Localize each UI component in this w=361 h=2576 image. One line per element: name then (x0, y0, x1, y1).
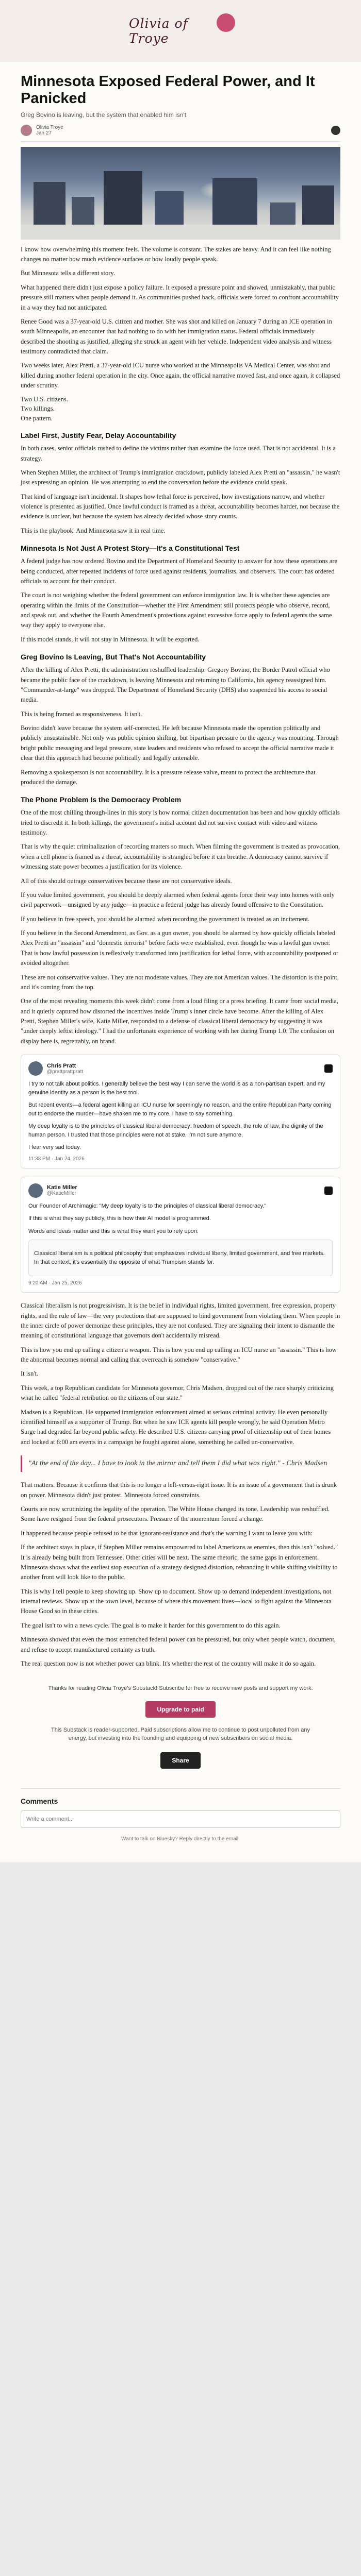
body-paragraph: That kind of language isn't incidental. It shapes how lethal force is perceived, how investigations narrow, and whether violence is presented as justified. Once lawful conduct is framed as a threat, accountability becomes harder, not because the evidence is unclear, but because the system has already decided whose story counts. (21, 493, 340, 520)
masthead (0, 0, 361, 62)
post-text: I try to not talk about politics. I generally believe the best way I can serve the world is as a non-partisan expert, and my genuine identity as a person is the best tool. (28, 1081, 325, 1096)
divider (21, 141, 340, 142)
post-time: 11:38 PM · Jan 24, 2026 (28, 1156, 85, 1162)
brand-name: Olivia of Troye (129, 16, 188, 46)
intro-paragraph: Renee Good was a 37-year-old U.S. citizen and mother. She was shot and killed on January 7 during an ICE operation in south Minneapolis, an encounter that had nothing to do with her immigration status. Federal officials immediately described the shooting as justified, alleging she struck an agent with her vehicle. Independent video analysis and witness testimony contradicted that claim. (21, 317, 332, 355)
body-paragraph: If the architect stays in place, if Stephen Miller remains empowered to label Americans as enemies, then this isn't "solved." It is already being built from Tennessee. Other cities will be next. The same rhetoric, the same gaps in enforcement. Minnesota shows what the earliest stop execution of a strategy designed distortion, rebranding it while shifting visibility to another front will look like to the public. (21, 1544, 338, 1581)
body-paragraph: If you believe in the Second Amendment, as Gov. as a gun owner, you should be alarmed by how quickly officials labeled Alex Pretti an "assassin" and "domestic terrorist" before facts were established, even though he was a lawful gun owner. That is how lawful possession is reflexively transformed into justification for lethal force, with accountability postponed or avoided altogether. (21, 929, 339, 967)
article-content (0, 62, 361, 1842)
intro-paragraph: Two weeks later, Alex Pretti, a 37-year-old ICU nurse who worked at the Minneapolis VA Medical Center, was shot and killed during another federal operation in the city. Once again, the official narrative moved fast, and once again, it collapsed under scrutiny. (21, 362, 340, 389)
quoted-text: Classical liberalism is a political philosophy that emphasizes individual liberty, limited government, and free markets. In that context, it's essentially the opposite of what Trumpism stands for. (34, 1250, 325, 1265)
body-paragraph: The real question now is not whether power can blink. It's whether the rest of the country will make it do so again. (21, 1659, 316, 1667)
body-paragraph: This week, a top Republican candidate for Minnesota governor, Chris Madsen, dropped out of the race sharply criticizing what he called "federal retribution on the citizens of our state." (21, 1384, 334, 1402)
post-text: Our Founder of Archimagic: "My deep loyalty is to the principles of classical liberal democracy." (28, 1202, 267, 1209)
post-handle: @KatieMiller (47, 1191, 76, 1197)
author-name[interactable]: Olivia Troye (36, 124, 63, 130)
byline (21, 125, 340, 136)
body-paragraph: One of the most revealing moments this week didn't come from a loud filing or a press briefing. It came from social media, and it quietly captured how distorted the incentives inside Trump's inner circle have become. After the killing of Alex Pretti, Stephen Miller's wife, Katie Miller, responded to a defense of classical liberal democracy by suggesting it was "under deeply leftist ideology." I had the unfortunate experience of working with her during Trump 1.0. The confusion on display here is, regrettably, on brand. (21, 997, 338, 1045)
body-paragraph: Minnesota showed that even the most entrenched federal power can be pressured, but only when people watch, document, and refuse to accept manufactured certainty as truth. (21, 1636, 336, 1653)
body-paragraph: That is why the quiet criminalization of recording matters so much. When filming the government is treated as provocation, when a cell phone is framed as a threat, accountability is strangled before it can breathe. A democracy cannot survive if witnessing state power becomes a justification for its violence. (21, 843, 340, 871)
share-icon[interactable] (331, 126, 340, 135)
comment-input[interactable] (21, 1810, 340, 1828)
post-date: Jan 27 (36, 130, 52, 136)
embedded-post[interactable] (21, 1055, 340, 1168)
subscribe-disclaimer: This Substack is reader-supported. Paid subscriptions allow me to continue to post unpolluted from any energy, but investing into the founding and equipping of new subscribers on social media. (51, 1726, 310, 1742)
intro-paragraph: What happened there didn't just expose a policy failure. It exposed a pressure point and showed, unmistakably, that public pressure still matters when people demand it. As communities pushed back, officials were forced to confront accountability in a way they had not anticipated. (21, 283, 339, 311)
body-paragraph: This is why I tell people to keep showing up. Show up to document. Show up to demand independent investigations, not internal reviews. Show up at the town level, because of where this movement lives—local to fight against the Minnesota House Good so in these cities. (21, 1587, 332, 1615)
body-paragraph: In both cases, senior officials rushed to define the victims rather than examine the force used. That is not accidental. It is a strategy. (21, 445, 336, 462)
body-paragraph: If you believe in free speech, you should be alarmed when recording the government is treated as an incitement. (21, 915, 310, 923)
upgrade-button[interactable]: Upgrade to paid (145, 1701, 215, 1718)
post-avatar (28, 1061, 43, 1076)
body-paragraph: This is being framed as responsiveness. It isn't. (21, 710, 142, 718)
post-avatar (28, 1183, 43, 1198)
intro-paragraph: I know how overwhelming this moment feels. The volume is constant. The stakes are heavy. And it can feel like nothing changes no matter how much evidence surfaces or how loudly people speak. (21, 245, 331, 263)
intro-line: Two killings. (21, 405, 55, 413)
body-paragraph: If this model stands, it will not stay in Minnesota. It will be exported. (21, 635, 200, 643)
body-paragraph: The goal isn't to win a news cycle. The goal is to make it harder for this government to do this again. (21, 1621, 281, 1629)
article-subtitle: Greg Bovino is leaving, but the system that enabled him isn't (21, 111, 187, 118)
logo-portrait-icon (217, 13, 235, 32)
body-paragraph: All of this should outrage conservatives because these are not conservative ideals. (21, 877, 232, 885)
post-handle: @prattprattpratt (47, 1069, 84, 1075)
body-paragraph: This is the playbook. And Minnesota saw it in real time. (21, 527, 166, 534)
body-paragraph: Madsen is a Republican. He supported immigration enforcement aimed at serious criminal activity. He even personally identified himself as a supporter of Trump. But when he saw ICE agents kill people wrongly, he said Operation Metro Surge had degraded far beyond public safety. He described U.S. citizens carrying proof of citizenship out of their homes and locked at 6:00 am events in a campaign he fought against alone, something he called un-conservative. (21, 1408, 331, 1446)
body-paragraph: That matters. Because it confirms that this is no longer a left-versus-right issue. It is an issue of a government that is drunk on power. Minnesota didn't just protest. Minnesota forced constraints. (21, 1481, 337, 1499)
x-logo-icon (324, 1187, 333, 1195)
intro-line: Two U.S. citizens. (21, 395, 68, 403)
post-text: But recent events—a federal agent killing an ICU nurse for seemingly no reason, and the entire Republican Party coming out to endorse the murder—have shaken me to my core. I have to say something. (28, 1102, 332, 1117)
body-paragraph: It happened because people refused to be that ignorant-resistance and that's the warning I want to leave you with: (21, 1529, 313, 1537)
intro-paragraph: But Minnesota tells a different story. (21, 269, 115, 277)
body-paragraph: When Stephen Miller, the architect of Trump's immigration crackdown, publicly labeled Alex Pretti an "assassin," he wasn't just expressing an opinion. He was attempting to end the conversation before the evidence could speak. (21, 468, 340, 486)
author-avatar[interactable] (21, 125, 32, 136)
post-text: I fear very sad today. (28, 1144, 81, 1151)
pull-quote: "At the end of the day... I have to look in the mirror and tell them I did what was right." - Chris Madsen (21, 1455, 340, 1472)
post-author: Katie Miller (47, 1184, 77, 1191)
intro-line: One pattern. (21, 415, 53, 422)
comments-title: Comments (21, 1797, 58, 1805)
body-paragraph: This is how you end up calling a citizen a weapon. This is how you end up calling an ICU nurse an "assassin." This is how the abnormal becomes normal and calling that overreach is somehow "conservative." (21, 1346, 337, 1364)
quoted-post[interactable] (28, 1240, 333, 1276)
footer-note: Want to talk on Bluesky? Reply directly to the email. (121, 1836, 240, 1842)
article-title: Minnesota Exposed Federal Power, and It Panicked (21, 73, 315, 107)
embedded-post[interactable] (21, 1177, 340, 1293)
section-heading: The Phone Problem Is the Democracy Problem (21, 795, 182, 804)
subscribe-section (21, 1684, 340, 1773)
body-paragraph: One of the most chilling through-lines in this story is how normal citizen documentation has been and how quickly officials tried to discredit it. In both killings, the government's initial account did not survive contact with video and witness testimony. (21, 809, 340, 837)
post-text: My deep loyalty is to the principles of classical liberal democracy: freedom of speech, the rule of law, the dignity of the human person. I trusted that those principles were not at stake. I'm not sure anymore. (28, 1123, 323, 1138)
comments-section (21, 1788, 340, 1842)
post-text: Words and ideas matter and this is what they want you to rely upon. (28, 1228, 199, 1234)
body-paragraph: The court is not weighing whether the federal government can enforce immigration law. It is whether these agencies are operating within the limits of the Constitution—whether the First Amendment still protects people who observe, record, and speak out, and whether the Fourth Amendment's protections against excessive force apply to federal agents the same way they apply to everyone else. (21, 591, 332, 629)
section-heading: Label First, Justify Fear, Delay Accountability (21, 431, 176, 440)
body-paragraph: A federal judge has now ordered Bovino and the Department of Homeland Security to answer for how these operations are being conducted, after repeated incidents of force used against residents, journalists, and observers. The court has ordered officials to account for their conduct. (21, 557, 338, 585)
body-paragraph: These are not conservative values. They are not moderate values. They are not American values. The distortion is the point, and it's coming from the top. (21, 973, 339, 991)
section-heading: Minnesota Is Not Just A Protest Story—It's a Constitutional Test (21, 544, 240, 553)
body-paragraph: Classical liberalism is not progressivism. It is the belief in individual rights, limited government, free expression, property rights, and the rule of law—the very protections that are supposed to bind government from violating them. When people in the inner circle of power demonize these principles, they are not confused. They are signaling their intent to dismantle the meaning of constitutional language that governors don't accidentally misread. (21, 1302, 340, 1340)
post-time: 9:20 AM · Jan 25, 2026 (28, 1280, 82, 1286)
post-text: If this is what they say publicly, this is how their AI model is programmed. (28, 1215, 211, 1222)
body-paragraph: Removing a spokesperson is not accountability. It is a pressure release valve, meant to protect the architecture that produced the damage. (21, 768, 316, 786)
section-heading: Greg Bovino Is Leaving, But That's Not Accountability (21, 653, 206, 662)
body-paragraph: After the killing of Alex Pretti, the administration reshuffled leadership. Gregory Bovino, the Border Patrol official who became the public face of the crackdown, is leaving Minnesota and returning to California, his agency reassigned him. "Commander-at-large" was dropped. The Department of Homeland Security (DHS) also suspended his access to social media. (21, 666, 330, 704)
hero-image (21, 147, 340, 240)
body-paragraph: Courts are now scrutinizing the legality of the operation. The White House changed its tone. Leadership was reshuffled. Some have resigned from the federal prosecutors. Pressure of the momentum forced a change. (21, 1505, 330, 1523)
post-author: Chris Pratt (47, 1062, 76, 1069)
body-paragraph: It isn't. (21, 1370, 39, 1378)
x-logo-icon (324, 1064, 333, 1073)
brand-logo[interactable] (129, 15, 232, 46)
body-paragraph: Bovino didn't leave because the system self-corrected. He left because Minnesota made the operation politically and publicly unsustainable. Not only was public opinion shifting, but bipartisan pressure on the agency was mounting. Through bright public messaging and legal pressure, state leaders and residents who refused to accept the official narrative made it clear that this approach had become politically and legally untenable. (21, 724, 339, 762)
share-button[interactable]: Share (160, 1752, 200, 1769)
body-paragraph: If you value limited government, you should be deeply alarmed when federal agents force their way into homes with only civil paperwork—unsigned by any judge—in practice a federal judge has already found offensive to the Constitution. (21, 891, 335, 909)
subscribe-thanks: Thanks for reading Olivia Troye's Substack! Subscribe for free to receive new posts and support my work. (48, 1685, 313, 1692)
